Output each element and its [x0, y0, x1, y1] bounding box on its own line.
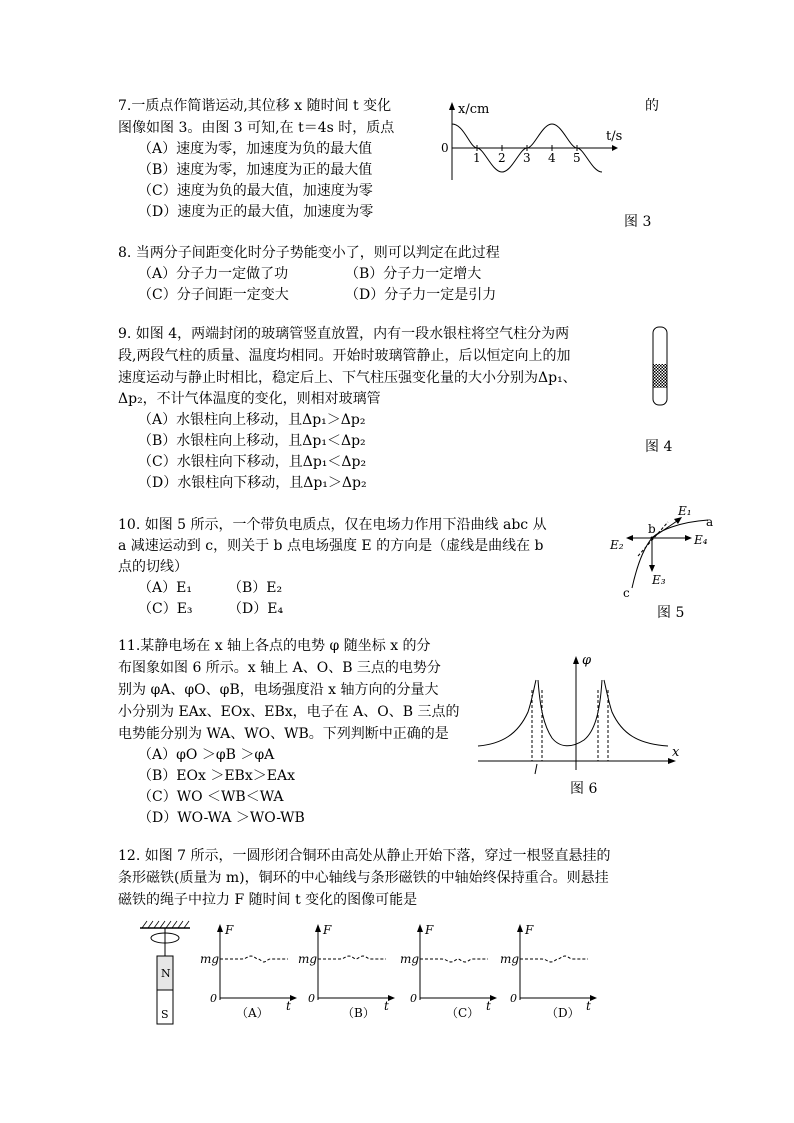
q9-stem-line-3: 速度运动与静止时相比，稳定后上、下气柱压强变化量的大小分别为Δp₁、 [118, 370, 577, 386]
graph-d-xlabel: t [586, 999, 591, 1013]
q9-option-d: （D）水银柱向下移动，且Δp₁＞Δp₂ [138, 475, 367, 491]
graph-a-mg: mg [200, 952, 220, 966]
fig6-xlabel: x [672, 745, 680, 760]
label-c: c [623, 586, 630, 600]
q7-option-d: （D）速度为正的最大值，加速度为零 [138, 204, 374, 220]
fig3-xlabel: t/s [606, 129, 623, 144]
q7-option-c: （C）速度为负的最大值，加速度为零 [138, 183, 373, 199]
fig6-middle-well [538, 680, 602, 746]
figure-3-caption: 图 3 [624, 214, 652, 230]
q10-stem-line-1: 10. 如图 5 所示，一个带负电质点，仅在电场力作用下沿曲线 abc 从 [118, 517, 547, 533]
graph-d-x-arrow [590, 995, 597, 1001]
q8-option-c: （C）分子间距一定变大 [138, 287, 289, 303]
q11-stem-line-3: 别为 φA、φO、φB，电场强度沿 x 轴方向的分量大 [118, 682, 439, 698]
q10-option-d: （D）E₄ [228, 601, 284, 617]
q9-stem-line-4: Δp₂，不计气体温度的变化，则相对玻璃管 [118, 391, 381, 407]
label-b: b [648, 522, 656, 536]
graph-b-mg: mg [298, 952, 318, 966]
graph-a-curve [220, 956, 288, 962]
e4-arrow-head [685, 535, 692, 541]
q11-stem-line-1: 11.某静电场在 x 轴上各点的电势 φ 随坐标 x 的分 [118, 638, 431, 654]
graph-a-label: （A） [236, 1006, 269, 1020]
fig3-origin: 0 [441, 141, 449, 155]
q8-option-d: （D）分子力一定是引力 [345, 287, 497, 303]
graph-d-label: （D） [546, 1006, 580, 1020]
e1-arrow-head [674, 517, 682, 524]
figure-4-caption: 图 4 [645, 439, 673, 455]
figure-6-potential-graph [472, 652, 712, 777]
q9-option-a: （A）水银柱向上移动，且Δp₁＞Δp₂ [138, 412, 366, 428]
fig3-ticklabel-2: 2 [498, 151, 506, 165]
graph-d-mg: mg [500, 952, 520, 966]
q11-stem-line-2: 布图象如图 6 所示。x 轴上 A、O、B 三点的电势分 [118, 660, 441, 676]
q10-stem-line-3: 点的切线） [118, 559, 188, 575]
label-a: a [706, 515, 714, 529]
fig6-ylabel: φ [582, 653, 592, 668]
q7-option-a: （A）速度为零，加速度为负的最大值 [138, 141, 373, 157]
q10-option-a: （A）E₁ [138, 580, 192, 596]
figure-7-magnet-and-ring [130, 918, 200, 1028]
q10-option-c: （C）E₃ [138, 601, 193, 617]
label-e2: E₂ [610, 538, 624, 552]
graph-b [296, 922, 396, 1012]
fig3-ticklabel-5: 5 [573, 151, 581, 165]
q7-stem-line-2: 图像如图 3。由图 3 可知,在 t＝4s 时，质点 [118, 120, 395, 136]
q11-option-a: （A）φO ＞φB ＞φA [138, 747, 275, 763]
graph-c-x-arrow [490, 995, 497, 1001]
q9-stem-line-2: 段,两段气柱的质量、温度均相同。开始时玻璃管静止，后以恒定向上的加 [118, 348, 571, 364]
fig3-y-arrow [449, 102, 455, 110]
graph-b-label: （B） [342, 1006, 375, 1020]
q12-stem-line-1: 12. 如图 7 所示，一圆形闭合铜环由高处从静止开始下落，穿过一根竖直悬挂的 [118, 848, 611, 864]
q8-option-b: （B）分子力一定增大 [345, 266, 482, 282]
q9-option-b: （B）水银柱向上移动，且Δp₁＜Δp₂ [138, 433, 366, 449]
figure-3-graph [440, 98, 640, 188]
q10-stem-line-2: a 减速运动到 c，则关于 b 点电场强度 E 的方向是（虚线是曲线在 b [118, 538, 544, 554]
q12-stem-line-3: 磁铁的绳子中拉力 F 随时间 t 变化的图像可能是 [118, 892, 418, 908]
q12-stem-line-2: 条形磁铁(质量为 m)，铜环的中心轴线与条形磁铁的中轴始终保持重合。则悬挂 [118, 870, 609, 886]
q11-option-b: （B）EOx ＞EBx＞EAx [138, 768, 295, 784]
fig3-x-arrow [612, 145, 618, 151]
q7-option-b: （B）速度为零，加速度为正的最大值 [138, 162, 373, 178]
magnet-n-label: N [161, 967, 171, 980]
q11-stem-line-5: 电势能分别为 WA、WO、WB。下列判断中正确的是 [118, 726, 449, 742]
figure-6-caption: 图 6 [570, 781, 598, 797]
graph-a [198, 922, 298, 1012]
q7-stem-line-1: 7.一质点作简谐运动,其位移 x 随时间 t 变化 [118, 98, 392, 114]
figure-5-field-diagram [608, 502, 718, 602]
fig3-ylabel: x/cm [458, 102, 490, 117]
graph-b-x-arrow [388, 995, 395, 1001]
q10-option-b: （B）E₂ [228, 580, 283, 596]
q9-option-c: （C）水银柱向下移动，且Δp₁＜Δp₂ [138, 454, 367, 470]
q11-option-c: （C）WO ＜WB＜WA [138, 789, 284, 805]
graph-b-ylabel: F [323, 923, 332, 937]
mercury-column [654, 364, 667, 388]
label-e4: E₄ [694, 533, 708, 547]
e1-arrow-shaft [652, 519, 680, 538]
figure-4-glass-tube [648, 326, 672, 408]
ceiling-hatching [142, 921, 189, 928]
q8-stem: 8. 当两分子间距变化时分子势能变小了，则可以判定在此过程 [118, 245, 500, 261]
fig3-ticklabel-1: 1 [473, 151, 481, 165]
fig6-tick-mark [535, 764, 537, 774]
graph-d-origin: 0 [510, 992, 517, 1005]
graph-c-curve [420, 959, 488, 962]
graph-a-origin: 0 [210, 992, 217, 1005]
graph-c-xlabel: t [486, 999, 491, 1013]
fig6-left-branch [478, 680, 536, 746]
graph-b-y-arrow [315, 924, 321, 932]
graph-d-curve [520, 956, 588, 962]
trajectory-curve-abc [632, 520, 708, 588]
e2-arrow-head [626, 535, 633, 541]
fig6-right-branch [604, 680, 668, 746]
graph-b-xlabel: t [384, 999, 389, 1013]
graph-a-ylabel: F [225, 923, 234, 937]
q8-option-a: （A）分子力一定做了功 [138, 266, 289, 282]
graph-c-origin: 0 [410, 992, 417, 1005]
graph-d-ylabel: F [525, 923, 534, 937]
magnet-s-label: S [161, 1008, 169, 1021]
graph-c-ylabel: F [425, 923, 434, 937]
graph-b-curve [318, 956, 386, 959]
q11-stem-line-4: 小分别为 EAx、EOx、EBx，电子在 A、O、B 三点的 [118, 704, 460, 720]
q7-stem-tail: 的 [645, 98, 659, 114]
graph-a-y-arrow [217, 924, 223, 932]
graph-c [398, 922, 498, 1012]
graph-a-xlabel: t [286, 999, 291, 1013]
graph-d-y-arrow [517, 924, 523, 932]
graph-c-label: （C） [446, 1006, 480, 1020]
fig6-y-arrow [573, 656, 579, 664]
graph-b-origin: 0 [308, 992, 315, 1005]
fig3-ticklabel-4: 4 [548, 151, 556, 165]
q9-stem-line-1: 9. 如图 4，两端封闭的玻璃管竖直放置，内有一段水银柱将空气柱分为两 [118, 326, 570, 342]
graph-c-y-arrow [417, 924, 423, 932]
graph-d [498, 922, 598, 1012]
label-e1: E₁ [678, 504, 692, 518]
label-e3: E₃ [652, 573, 666, 587]
figure-5-caption: 图 5 [657, 605, 685, 621]
graph-c-mg: mg [400, 952, 420, 966]
fig3-ticklabel-3: 3 [523, 151, 531, 165]
e3-arrow-head [649, 565, 655, 572]
q11-option-d: （D）WO-WA ＞WO-WB [138, 810, 305, 826]
